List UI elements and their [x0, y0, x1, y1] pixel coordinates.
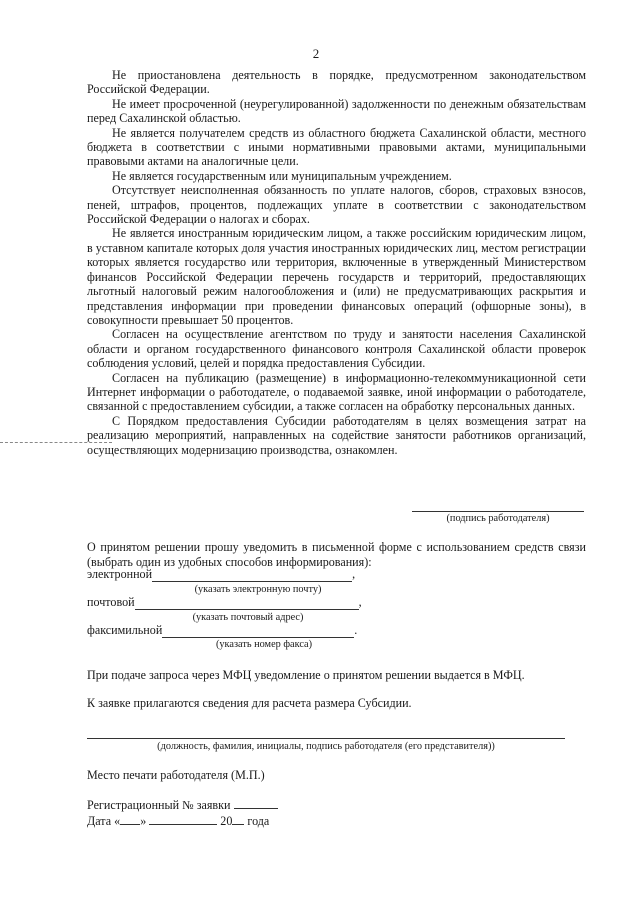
postal-input-line[interactable] — [135, 597, 359, 610]
postal-label: почтовой — [87, 595, 135, 609]
representative-caption: (должность, фамилия, инициалы, подпись работодателя (его представителя)) — [157, 741, 495, 752]
fax-caption: (указать номер факса) — [215, 639, 313, 650]
employer-signature-caption: (подпись работодателя) — [446, 513, 550, 524]
fax-input-line[interactable] — [162, 625, 354, 638]
paragraph: Согласен на публикацию (размещение) в информационно-телекоммуникационной сети Интернет информации о работодателе, о подаваемой заявке, иной информации о работодателе, связанной с предоставлением субсидии, а также согласен на обработку персональных данных. — [87, 370, 586, 414]
fax-field[interactable] — [87, 623, 357, 638]
paragraph: Не является иностранным юридическим лицом, а также российским юридическим лицом, в уставном капитале которых доля участия иностранных юридических лиц, местом регистрации которых является государство или территория, включенные в утвержденный Министерством финансов Российской Федерации перечень государств и территорий, предоставляющих льготный налоговый режим налогообложения и (или) не предусматривающих раскрытия и представления информации при проведении финансовых операций (офшорные зоны), в совокупности превышает 50 процентов. — [87, 226, 586, 327]
email-suffix: , — [352, 567, 356, 581]
seal-label: Место печати работодателя (М.П.) — [87, 768, 265, 782]
email-field[interactable] — [87, 567, 355, 582]
paragraph: Отсутствует неисполненная обязанность по уплате налогов, сборов, страховых взносов, пеней, штрафов, процентов, подлежащих уплате в соответствии с законодательством Российской Федерации о налогах и сборах. — [87, 183, 586, 227]
postal-suffix: , — [358, 595, 362, 609]
attachment-note: К заявке прилагаются сведения для расчета размера Субсидии. — [87, 696, 412, 710]
margin-dash-rule — [0, 442, 112, 443]
date-row — [87, 813, 269, 829]
date-day-blank[interactable] — [120, 813, 140, 825]
page-number: 2 — [312, 46, 320, 61]
paragraph: Не является получателем средств из областного бюджета Сахалинской области, местного бюджета в соответствии с иными нормативными правовыми актами, муниципальными правовыми актами на аналогичные цели. — [87, 125, 586, 169]
paragraph: Не имеет просроченной (неурегулированной) задолженности по денежным обязательствам перед Сахалинской областью. — [87, 96, 586, 126]
notify-request-text: О принятом решении прошу уведомить в письменной форме с использованием средств связи (выбрать один из удобных способов информирования): — [87, 540, 586, 569]
registration-number-blank[interactable] — [234, 797, 278, 809]
date-year-prefix: 20 — [220, 814, 233, 828]
representative-signature-line[interactable] — [87, 738, 565, 739]
conditions-text — [87, 68, 586, 457]
postal-caption: (указать почтовый адрес) — [192, 612, 304, 623]
email-caption: (указать электронную почту) — [194, 584, 322, 595]
paragraph: Согласен на осуществление агентством по труду и занятости населения Сахалинской области и органом государственного финансового контроля Сахалинской области проверок соблюдения условий, целей и порядка предоставления Субсидии. — [87, 327, 586, 371]
postal-field[interactable] — [87, 595, 362, 610]
fax-suffix: . — [354, 623, 358, 637]
fax-label: факсимильной — [87, 623, 163, 637]
registration-row — [87, 797, 278, 813]
date-year-blank[interactable] — [232, 813, 244, 825]
paragraph: Не является государственным или муниципальным учреждением. — [112, 168, 452, 183]
email-input-line[interactable] — [152, 569, 352, 582]
date-month-blank[interactable] — [149, 813, 217, 825]
date-label: Дата « — [87, 814, 121, 828]
registration-label: Регистрационный № заявки — [87, 798, 231, 812]
mfc-note: При подаче запроса через МФЦ уведомление о принятом решении выдается в МФЦ. — [87, 668, 525, 682]
employer-signature-line[interactable] — [412, 511, 584, 512]
date-year-suffix: года — [247, 814, 270, 828]
email-label: электронной — [87, 567, 153, 581]
date-mid: » — [140, 814, 147, 828]
paragraph: С Порядком предоставления Субсидии работодателям в целях возмещения затрат на реализацию мероприятий, направленных на содействие занятости работников организаций, осуществляющих модернизацию производства, ознакомлен. — [87, 413, 586, 457]
paragraph: Не приостановлена деятельность в порядке, предусмотренном законодательством Российской Федерации. — [87, 68, 586, 97]
